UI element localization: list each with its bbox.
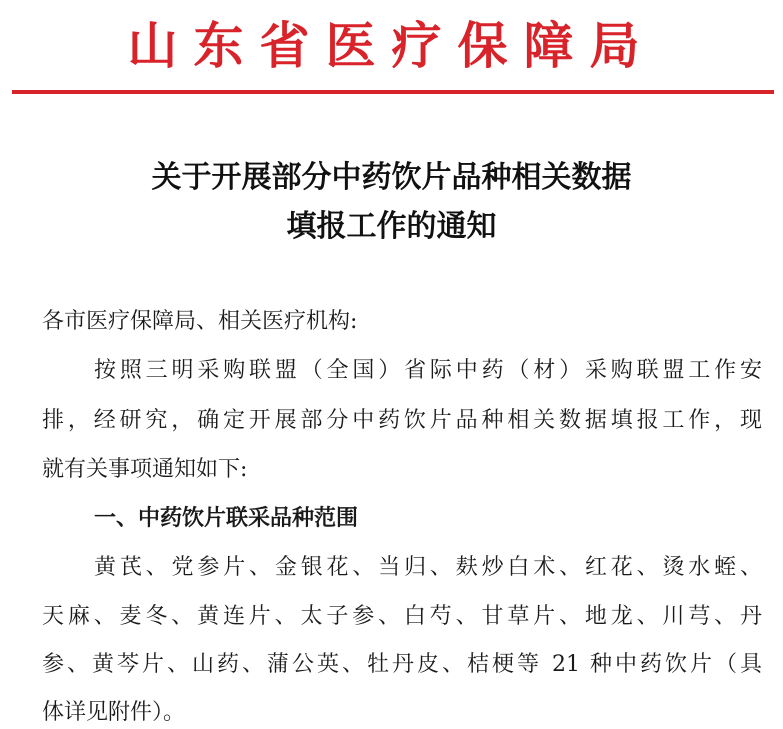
paragraph-line: 天麻、麦冬、黄连片、太子参、白芍、甘草片、地龙、川芎、丹 — [42, 604, 762, 629]
document-title-line-1: 关于开展部分中药饮片品种相关数据 — [151, 160, 632, 195]
paragraph-line: 就有关事项通知如下: — [42, 457, 248, 482]
paragraph-line: 参、黄芩片、山药、蒲公英、牡丹皮、桔梗等 21 种中药饮片（具 — [42, 652, 762, 677]
issuer-masthead: 山东省医疗保障局 — [127, 16, 656, 75]
paragraph-line: 黄芪、党参片、金银花、当归、麸炒白术、红花、烫水蛭、 — [94, 555, 762, 580]
paragraph-line: 按照三明采购联盟（全国）省际中药（材）采购联盟工作安 — [94, 358, 762, 383]
paragraph-line: 体详见附件）。 — [42, 700, 186, 725]
salutation: 各市医疗保障局、相关医疗机构: — [42, 309, 358, 334]
section-heading: 一、中药饮片联采品种范围 — [94, 506, 359, 531]
paragraph-line: 排，经研究，确定开展部分中药饮片品种相关数据填报工作，现 — [42, 408, 762, 433]
red-divider-line — [12, 90, 774, 94]
document-title-line-2: 填报工作的通知 — [286, 209, 497, 244]
